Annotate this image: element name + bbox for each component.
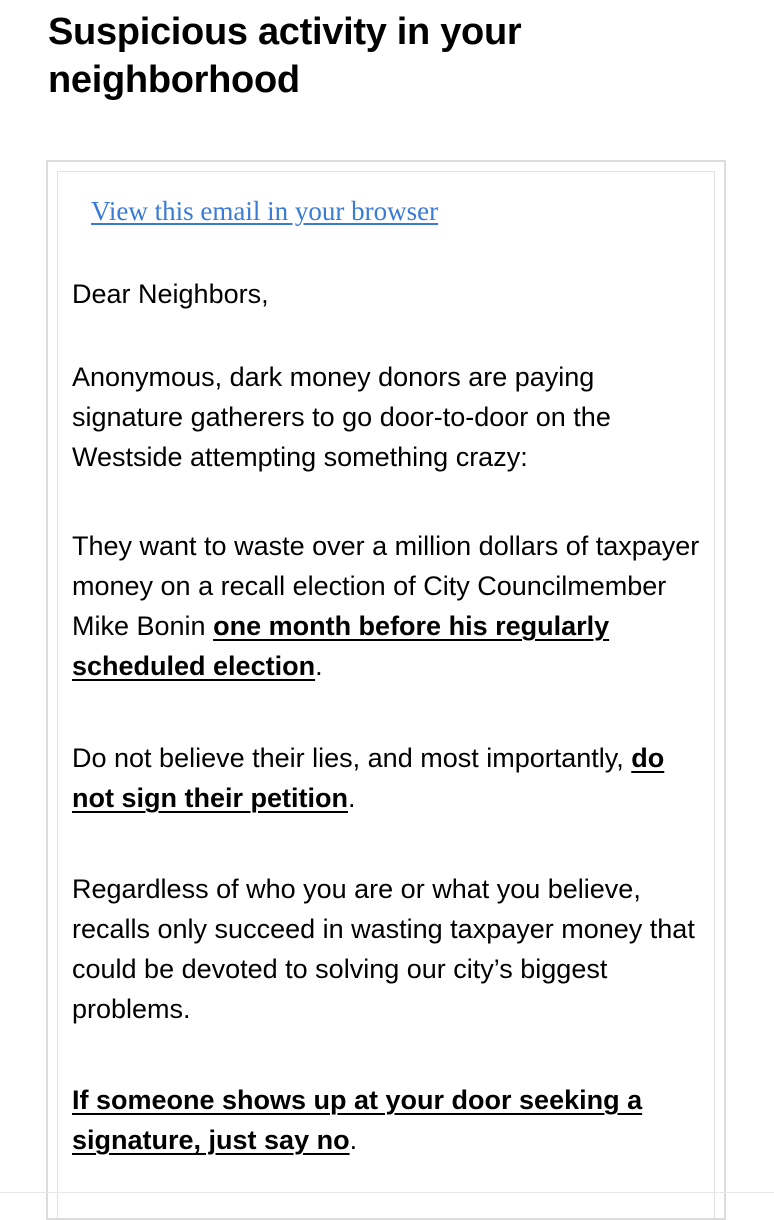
paragraph-3 — [72, 738, 712, 818]
paragraph-5-emphasis: If someone shows up at your door seeking a signature, just say no — [72, 1085, 643, 1155]
paragraph-3-emphasis: do not sign their petition — [72, 743, 665, 813]
paragraph-1: Anonymous, dark money donors are paying signature gatherers to go door-to-door on the Westside attempting something crazy: — [72, 362, 611, 472]
paragraph-3-end: . — [347, 783, 356, 813]
paragraph-5 — [72, 1080, 712, 1160]
email-subject: Suspicious activity in your neighborhood — [48, 11, 522, 101]
paragraph-2-emphasis: one month before his regularly scheduled election — [72, 611, 610, 681]
paragraph-2-text: They want to waste over a million dollars of taxpayer money on a recall election of City Councilmember Mike Bonin — [72, 531, 700, 641]
email-body-frame — [46, 160, 726, 1220]
paragraph-5-end: . — [349, 1125, 358, 1155]
greeting: Dear Neighbors, — [72, 279, 269, 309]
paragraph-4: Regardless of who you are or what you believe, recalls only succeed in wasting taxpayer money that could be devoted to solving our city’s biggest problems. — [72, 874, 695, 1024]
view-in-browser-link[interactable]: View this email in your browser — [91, 196, 439, 226]
paragraph-2-end: . — [315, 651, 323, 681]
divider — [0, 1192, 774, 1193]
email-content-area — [57, 171, 715, 1218]
paragraph-3-text: Do not believe their lies, and most importantly, — [72, 743, 632, 773]
paragraph-2 — [72, 526, 712, 686]
